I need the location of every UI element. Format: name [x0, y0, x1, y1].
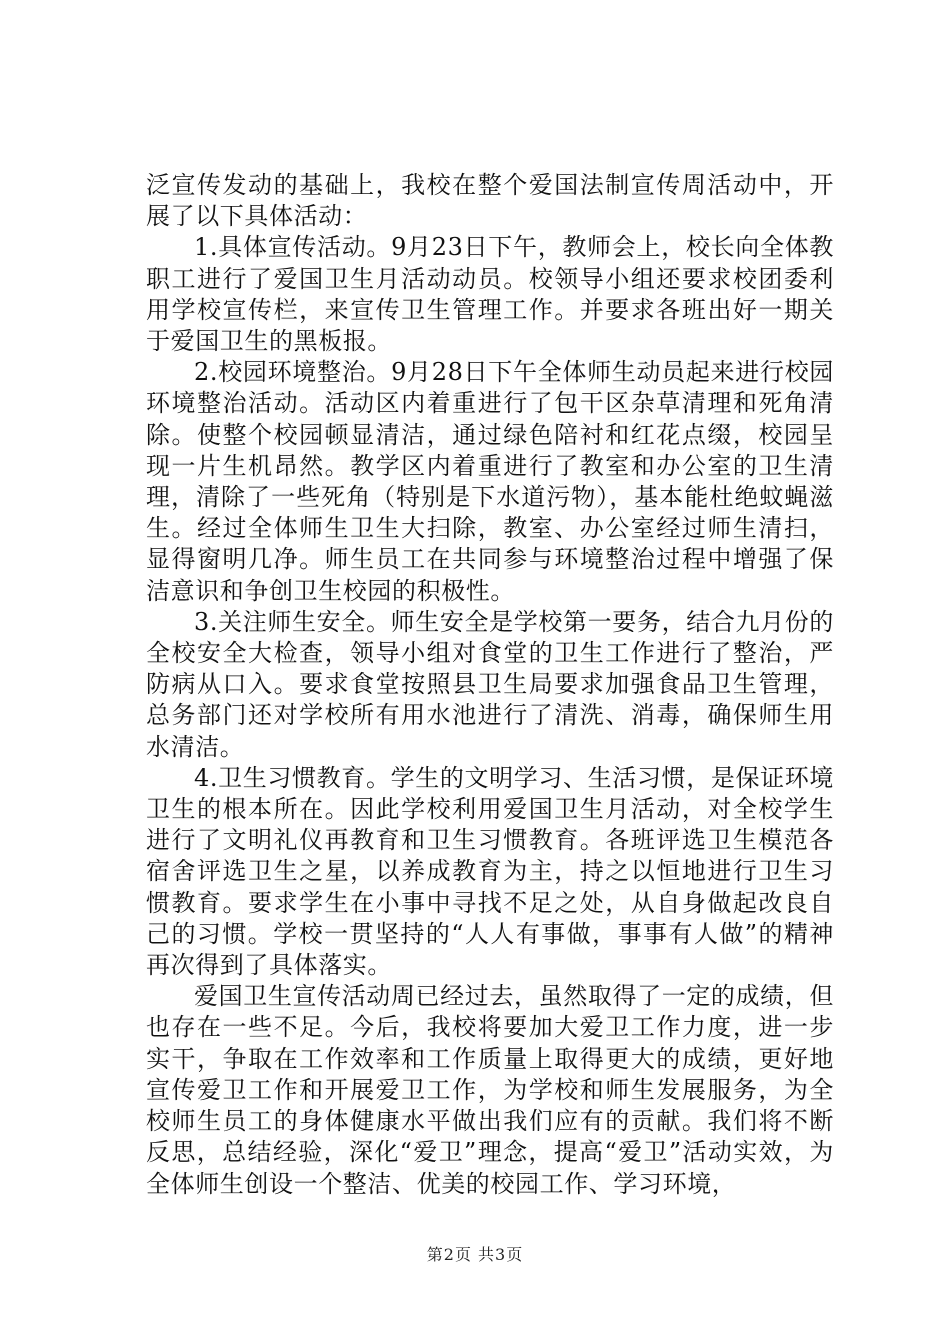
paragraph-item-1: 1.具体宣传活动。9月23日下午，教师会上，校长向全体教职工进行了爱国卫生月活动动员。校领导小组还要求校团委利用学校宣传栏，来宣传卫生管理工作。并要求各班出好一期关于爱国卫生的黑板报。: [146, 233, 834, 356]
page-number-footer: 第2页 共3页: [426, 1245, 524, 1264]
paragraph-intro: 泛宣传发动的基础上，我校在整个爱国法制宣传周活动中，开展了以下具体活动：: [146, 171, 834, 231]
document-body: [146, 170, 834, 1200]
paragraph-conclusion: 爱国卫生宣传活动周已经过去，虽然取得了一定的成绩，但也存在一些不足。今后，我校将要加大爱卫工作力度，进一步实干，争取在工作效率和工作质量上取得更大的成绩，更好地宣传爱卫工作和开展爱卫工作，为学校和师生发展服务，为全校师生员工的身体健康水平做出我们应有的贡献。我们将不断反思，总结经验，深化“爱卫”理念，提高“爱卫”活动实效，为全体师生创设一个整洁、优美的校园工作、学习环境，: [146, 982, 834, 1198]
paragraph-item-4: 4.卫生习惯教育。学生的文明学习、生活习惯，是保证环境卫生的根本所在。因此学校利用爱国卫生月活动，对全校学生进行了文明礼仪再教育和卫生习惯教育。各班评选卫生模范各宿舍评选卫生之星，以养成教育为主，持之以恒地进行卫生习惯教育。要求学生在小事中寻找不足之处，从自身做起改良自己的习惯。学校一贯坚持的“人人有事做，事事有人做”的精神再次得到了具体落实。: [146, 763, 834, 980]
paragraph-item-2: 2.校园环境整治。9月28日下午全体师生动员起来进行校园环境整治活动。活动区内着重进行了包干区杂草清理和死角清除。使整个校园顿显清洁，通过绿色陪衬和红花点缀，校园呈现一片生机昂然。教学区内着重进行了教室和办公室的卫生清理，清除了一些死角（特别是下水道污物），基本能杜绝蚊蝇滋生。经过全体师生卫生大扫除，教室、办公室经过师生清扫，显得窗明几净。师生员工在共同参与环境整治过程中增强了保洁意识和争创卫生校园的积极性。: [146, 358, 834, 605]
paragraph-item-3: 3.关注师生安全。师生安全是学校第一要务，结合九月份的全校安全大检查，领导小组对食堂的卫生工作进行了整治，严防病从口入。要求食堂按照县卫生局要求加强食品卫生管理，总务部门还对学校所有用水池进行了清洗、消毒，确保师生用水清洁。: [146, 607, 834, 761]
